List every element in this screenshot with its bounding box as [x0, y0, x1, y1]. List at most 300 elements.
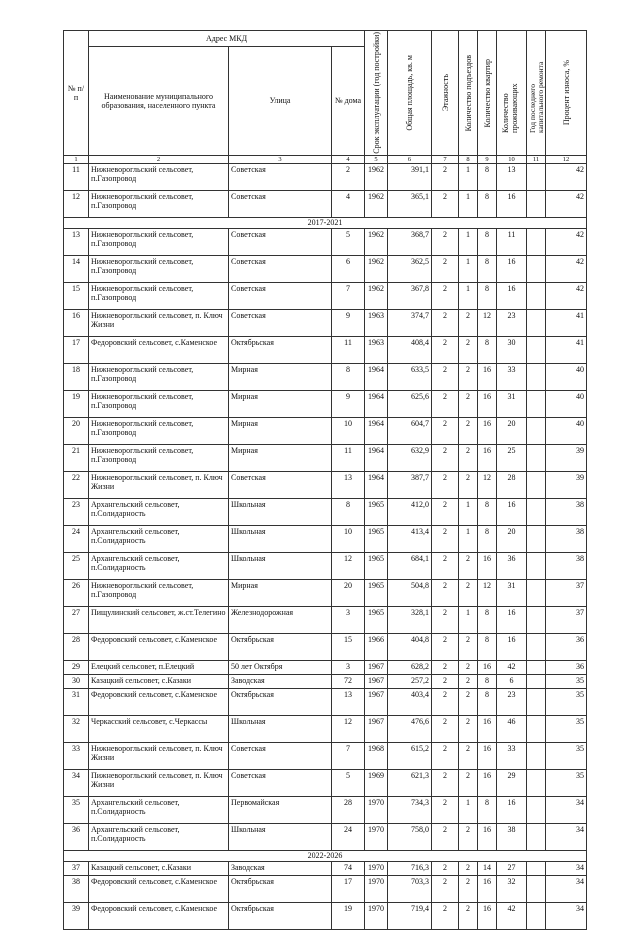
floors-cell: 2: [432, 769, 459, 796]
house-cell: 8: [332, 363, 365, 390]
entrances-cell: 1: [459, 163, 478, 190]
residents-cell: 20: [497, 417, 527, 444]
residents-cell: 27: [497, 861, 527, 875]
row-number: 22: [64, 471, 89, 498]
municipality-cell: Нижневорогльский сельсовет, п. Ключ Жизни: [89, 471, 229, 498]
apartments-cell: 8: [478, 606, 497, 633]
last-repair-cell: [527, 444, 546, 471]
house-cell: 7: [332, 282, 365, 309]
house-cell: 3: [332, 606, 365, 633]
wear-cell: 36: [546, 660, 587, 674]
table-row: [64, 674, 587, 688]
table-row: [64, 363, 587, 390]
floors-cell: 2: [432, 715, 459, 742]
house-cell: 13: [332, 471, 365, 498]
municipality-cell: Федоровский сельсовет, с.Каменское: [89, 688, 229, 715]
area-cell: 391,1: [388, 163, 432, 190]
apartments-cell: 16: [478, 875, 497, 902]
residents-cell: 16: [497, 498, 527, 525]
table-row: [64, 336, 587, 363]
house-cell: 12: [332, 715, 365, 742]
year-cell: 1970: [365, 875, 388, 902]
area-cell: 412,0: [388, 498, 432, 525]
col-apartments-header: Количество квартир: [478, 31, 497, 156]
area-cell: 621,3: [388, 769, 432, 796]
house-cell: 8: [332, 498, 365, 525]
col-entrances-header: Количество подъездов: [459, 31, 478, 156]
entrances-cell: 1: [459, 796, 478, 823]
year-cell: 1963: [365, 309, 388, 336]
municipality-cell: Нижневорогльский сельсовет, п.Газопровод: [89, 579, 229, 606]
last-repair-cell: [527, 823, 546, 850]
row-number: 32: [64, 715, 89, 742]
col-number: 11: [527, 155, 546, 163]
area-cell: 758,0: [388, 823, 432, 850]
floors-cell: 2: [432, 309, 459, 336]
street-cell: Советская: [229, 228, 332, 255]
table-row: [64, 390, 587, 417]
street-cell: Школьная: [229, 525, 332, 552]
floors-cell: 2: [432, 552, 459, 579]
last-repair-cell: [527, 796, 546, 823]
house-cell: 72: [332, 674, 365, 688]
table-row: [64, 742, 587, 769]
floors-cell: 2: [432, 444, 459, 471]
wear-cell: 39: [546, 444, 587, 471]
municipality-cell: Пижневорогльский сельсовет, п. Ключ Жизни: [89, 769, 229, 796]
house-cell: 20: [332, 579, 365, 606]
area-cell: 734,3: [388, 796, 432, 823]
street-cell: Советская: [229, 163, 332, 190]
year-cell: 1965: [365, 552, 388, 579]
wear-cell: 42: [546, 190, 587, 217]
entrances-cell: 2: [459, 823, 478, 850]
residents-cell: 38: [497, 823, 527, 850]
col-residents-header: Количество проживающих: [497, 31, 527, 156]
house-cell: 10: [332, 525, 365, 552]
area-cell: 703,3: [388, 875, 432, 902]
row-number: 39: [64, 902, 89, 929]
wear-cell: 37: [546, 579, 587, 606]
year-cell: 1967: [365, 715, 388, 742]
table-row: [64, 823, 587, 850]
residents-cell: 31: [497, 390, 527, 417]
table-row: [64, 606, 587, 633]
street-cell: Мирная: [229, 363, 332, 390]
floors-cell: 2: [432, 796, 459, 823]
area-cell: 408,4: [388, 336, 432, 363]
wear-cell: 41: [546, 336, 587, 363]
year-cell: 1964: [365, 444, 388, 471]
col-year-header: Срок эксплуатации (год постройки): [365, 31, 388, 156]
entrances-cell: 2: [459, 552, 478, 579]
house-cell: 7: [332, 742, 365, 769]
row-number: 31: [64, 688, 89, 715]
table-body: [64, 163, 587, 929]
row-number: 24: [64, 525, 89, 552]
row-number: 19: [64, 390, 89, 417]
apartments-cell: 12: [478, 309, 497, 336]
year-cell: 1965: [365, 525, 388, 552]
apartments-cell: 16: [478, 902, 497, 929]
apartments-cell: 8: [478, 674, 497, 688]
apartments-cell: 8: [478, 688, 497, 715]
wear-cell: 40: [546, 417, 587, 444]
apartments-cell: 8: [478, 190, 497, 217]
last-repair-cell: [527, 390, 546, 417]
col-municipality-header: Наименование муниципального образования, населенного пункта: [89, 46, 229, 155]
house-cell: 5: [332, 228, 365, 255]
floors-cell: 2: [432, 742, 459, 769]
municipality-cell: Архангельский сельсовет, п.Солидарность: [89, 498, 229, 525]
floors-cell: 2: [432, 606, 459, 633]
municipality-cell: Нижневорогльский сельсовет, п.Газопровод: [89, 163, 229, 190]
row-number: 38: [64, 875, 89, 902]
year-cell: 1965: [365, 606, 388, 633]
year-cell: 1970: [365, 823, 388, 850]
wear-cell: 36: [546, 633, 587, 660]
row-number: 11: [64, 163, 89, 190]
last-repair-cell: [527, 902, 546, 929]
street-cell: Мирная: [229, 444, 332, 471]
house-cell: 6: [332, 255, 365, 282]
house-cell: 19: [332, 902, 365, 929]
house-cell: 3: [332, 660, 365, 674]
table-row: [64, 688, 587, 715]
residents-cell: 16: [497, 796, 527, 823]
residents-cell: 23: [497, 309, 527, 336]
entrances-cell: 2: [459, 390, 478, 417]
apartments-cell: 14: [478, 861, 497, 875]
municipality-cell: Нижневорогльский сельсовет, п.Газопровод: [89, 363, 229, 390]
table-row: [64, 875, 587, 902]
table-row: [64, 282, 587, 309]
row-number: 12: [64, 190, 89, 217]
floors-cell: 2: [432, 498, 459, 525]
street-cell: Советская: [229, 255, 332, 282]
area-cell: 476,6: [388, 715, 432, 742]
apartments-cell: 16: [478, 823, 497, 850]
apartments-cell: 16: [478, 444, 497, 471]
last-repair-cell: [527, 190, 546, 217]
apartments-cell: 8: [478, 282, 497, 309]
area-cell: 367,8: [388, 282, 432, 309]
street-cell: Октябрьская: [229, 875, 332, 902]
area-cell: 719,4: [388, 902, 432, 929]
year-cell: 1964: [365, 390, 388, 417]
house-cell: 24: [332, 823, 365, 850]
period-row: [64, 217, 587, 228]
last-repair-cell: [527, 861, 546, 875]
year-cell: 1964: [365, 471, 388, 498]
year-cell: 1966: [365, 633, 388, 660]
col-number: 6: [388, 155, 432, 163]
wear-cell: 40: [546, 363, 587, 390]
entrances-cell: 2: [459, 336, 478, 363]
col-number: 12: [546, 155, 587, 163]
wear-cell: 41: [546, 309, 587, 336]
apartments-cell: 16: [478, 742, 497, 769]
last-repair-cell: [527, 228, 546, 255]
table-row: [64, 633, 587, 660]
row-number: 18: [64, 363, 89, 390]
wear-cell: 42: [546, 228, 587, 255]
year-cell: 1962: [365, 163, 388, 190]
col-street-header: Улица: [229, 46, 332, 155]
last-repair-cell: [527, 498, 546, 525]
area-cell: 328,1: [388, 606, 432, 633]
municipality-cell: Нижневорогльский сельсовет, п.Газопровод: [89, 390, 229, 417]
street-cell: Заводская: [229, 861, 332, 875]
year-cell: 1967: [365, 674, 388, 688]
area-cell: 362,5: [388, 255, 432, 282]
residents-cell: 31: [497, 579, 527, 606]
floors-cell: 2: [432, 902, 459, 929]
last-repair-cell: [527, 606, 546, 633]
area-cell: 633,5: [388, 363, 432, 390]
area-cell: 413,4: [388, 525, 432, 552]
table-row: [64, 498, 587, 525]
entrances-cell: 2: [459, 688, 478, 715]
apartments-cell: 16: [478, 769, 497, 796]
area-cell: 404,8: [388, 633, 432, 660]
apartments-cell: 8: [478, 336, 497, 363]
entrances-cell: 2: [459, 660, 478, 674]
municipality-cell: Пищулинский сельсовет, ж.ст.Телегино: [89, 606, 229, 633]
row-number: 17: [64, 336, 89, 363]
last-repair-cell: [527, 742, 546, 769]
municipality-cell: Федоровский сельсовет, с.Каменское: [89, 336, 229, 363]
house-cell: 28: [332, 796, 365, 823]
residents-cell: 16: [497, 255, 527, 282]
apartments-cell: 8: [478, 163, 497, 190]
last-repair-cell: [527, 715, 546, 742]
floors-cell: 2: [432, 823, 459, 850]
municipality-cell: Елецкий сельсовет, п.Елецкий: [89, 660, 229, 674]
municipality-cell: Нижневорогльский сельсовет, п.Газопровод: [89, 255, 229, 282]
year-cell: 1965: [365, 579, 388, 606]
last-repair-cell: [527, 875, 546, 902]
municipality-cell: Нижневорогльский сельсовет, п. Ключ Жизни: [89, 742, 229, 769]
col-house-header: № дома: [332, 46, 365, 155]
residents-cell: 20: [497, 525, 527, 552]
area-cell: 403,4: [388, 688, 432, 715]
apartments-cell: 8: [478, 228, 497, 255]
col-number: 2: [89, 155, 229, 163]
municipality-cell: Нижневорогльский сельсовет, п. Ключ Жизни: [89, 309, 229, 336]
house-cell: 9: [332, 309, 365, 336]
apartments-cell: 8: [478, 796, 497, 823]
table-row: [64, 902, 587, 929]
area-cell: 604,7: [388, 417, 432, 444]
entrances-cell: 2: [459, 309, 478, 336]
year-cell: 1967: [365, 660, 388, 674]
street-cell: Мирная: [229, 417, 332, 444]
table-row: [64, 861, 587, 875]
street-cell: Первомайская: [229, 796, 332, 823]
floors-cell: 2: [432, 190, 459, 217]
street-cell: Советская: [229, 190, 332, 217]
house-cell: 10: [332, 417, 365, 444]
year-cell: 1968: [365, 742, 388, 769]
residents-cell: 11: [497, 228, 527, 255]
apartments-cell: 8: [478, 633, 497, 660]
year-cell: 1962: [365, 282, 388, 309]
table-row: [64, 579, 587, 606]
street-cell: Советская: [229, 309, 332, 336]
area-cell: 504,8: [388, 579, 432, 606]
area-cell: 257,2: [388, 674, 432, 688]
table-row: [64, 471, 587, 498]
municipality-cell: Федоровский сельсовет, с.Каменское: [89, 902, 229, 929]
street-cell: Октябрьская: [229, 902, 332, 929]
col-number: 8: [459, 155, 478, 163]
table-header: [64, 31, 587, 164]
street-cell: Советская: [229, 471, 332, 498]
floors-cell: 2: [432, 163, 459, 190]
apartments-cell: 16: [478, 390, 497, 417]
wear-cell: 35: [546, 769, 587, 796]
wear-cell: 35: [546, 674, 587, 688]
house-cell: 12: [332, 552, 365, 579]
house-cell: 17: [332, 875, 365, 902]
year-cell: 1970: [365, 902, 388, 929]
year-cell: 1964: [365, 417, 388, 444]
wear-cell: 42: [546, 282, 587, 309]
entrances-cell: 2: [459, 674, 478, 688]
last-repair-cell: [527, 525, 546, 552]
year-cell: 1962: [365, 190, 388, 217]
last-repair-cell: [527, 579, 546, 606]
residents-cell: 42: [497, 660, 527, 674]
street-cell: Школьная: [229, 715, 332, 742]
residents-cell: 33: [497, 363, 527, 390]
last-repair-cell: [527, 417, 546, 444]
last-repair-cell: [527, 163, 546, 190]
col-number: 3: [229, 155, 332, 163]
last-repair-cell: [527, 309, 546, 336]
entrances-cell: 2: [459, 715, 478, 742]
apartments-cell: 16: [478, 660, 497, 674]
row-number: 30: [64, 674, 89, 688]
area-cell: 387,7: [388, 471, 432, 498]
entrances-cell: 2: [459, 769, 478, 796]
municipality-cell: Казацкий сельсовет, с.Казаки: [89, 674, 229, 688]
wear-cell: 35: [546, 688, 587, 715]
col-area-header: Общая площадь, кв. м: [388, 31, 432, 156]
row-number: 23: [64, 498, 89, 525]
municipality-cell: Федоровский сельсовет, с.Каменское: [89, 875, 229, 902]
residents-cell: 16: [497, 190, 527, 217]
last-repair-cell: [527, 688, 546, 715]
row-number: 14: [64, 255, 89, 282]
street-cell: Школьная: [229, 823, 332, 850]
wear-cell: 42: [546, 255, 587, 282]
mkd-table: [63, 30, 587, 930]
table-row: [64, 552, 587, 579]
street-cell: Октябрьская: [229, 336, 332, 363]
entrances-cell: 2: [459, 902, 478, 929]
house-cell: 15: [332, 633, 365, 660]
area-cell: 632,9: [388, 444, 432, 471]
street-cell: Советская: [229, 742, 332, 769]
period-label: 2022-2026: [64, 850, 587, 861]
wear-cell: 34: [546, 796, 587, 823]
floors-cell: 2: [432, 579, 459, 606]
wear-cell: 34: [546, 823, 587, 850]
apartments-cell: 8: [478, 498, 497, 525]
row-number: 16: [64, 309, 89, 336]
residents-cell: 16: [497, 633, 527, 660]
floors-cell: 2: [432, 861, 459, 875]
floors-cell: 2: [432, 674, 459, 688]
street-cell: Мирная: [229, 390, 332, 417]
residents-cell: 33: [497, 742, 527, 769]
municipality-cell: Черкасский сельсовет, с.Черкассы: [89, 715, 229, 742]
wear-cell: 40: [546, 390, 587, 417]
floors-cell: 2: [432, 471, 459, 498]
municipality-cell: Архангельский сельсовет, п.Солидарность: [89, 525, 229, 552]
area-cell: 716,3: [388, 861, 432, 875]
row-number: 37: [64, 861, 89, 875]
col-number: 1: [64, 155, 89, 163]
col-number: 4: [332, 155, 365, 163]
period-label: 2017-2021: [64, 217, 587, 228]
floors-cell: 2: [432, 363, 459, 390]
apartments-cell: 16: [478, 552, 497, 579]
address-group-header: Адрес МКД: [89, 31, 365, 47]
floors-cell: 2: [432, 688, 459, 715]
residents-cell: 42: [497, 902, 527, 929]
apartments-cell: 8: [478, 525, 497, 552]
street-cell: Заводская: [229, 674, 332, 688]
area-cell: 615,2: [388, 742, 432, 769]
apartments-cell: 12: [478, 579, 497, 606]
year-cell: 1969: [365, 769, 388, 796]
floors-cell: 2: [432, 525, 459, 552]
column-numbers-row: [64, 155, 587, 163]
table-row: [64, 796, 587, 823]
last-repair-cell: [527, 255, 546, 282]
last-repair-cell: [527, 660, 546, 674]
floors-cell: 2: [432, 633, 459, 660]
year-cell: 1970: [365, 796, 388, 823]
row-number: 13: [64, 228, 89, 255]
area-cell: 684,1: [388, 552, 432, 579]
area-cell: 628,2: [388, 660, 432, 674]
area-cell: 625,6: [388, 390, 432, 417]
entrances-cell: 2: [459, 861, 478, 875]
house-cell: 11: [332, 336, 365, 363]
col-last-repair-header: Год последнего капитального ремонта: [527, 31, 546, 156]
entrances-cell: 2: [459, 742, 478, 769]
wear-cell: 42: [546, 163, 587, 190]
apartments-cell: 16: [478, 363, 497, 390]
house-cell: 4: [332, 190, 365, 217]
row-number: 15: [64, 282, 89, 309]
wear-cell: 35: [546, 742, 587, 769]
apartments-cell: 16: [478, 417, 497, 444]
row-number: 35: [64, 796, 89, 823]
row-number: 28: [64, 633, 89, 660]
residents-cell: 30: [497, 336, 527, 363]
entrances-cell: 1: [459, 498, 478, 525]
last-repair-cell: [527, 363, 546, 390]
wear-cell: 37: [546, 606, 587, 633]
floors-cell: 2: [432, 875, 459, 902]
table-row: [64, 769, 587, 796]
street-cell: Мирная: [229, 579, 332, 606]
